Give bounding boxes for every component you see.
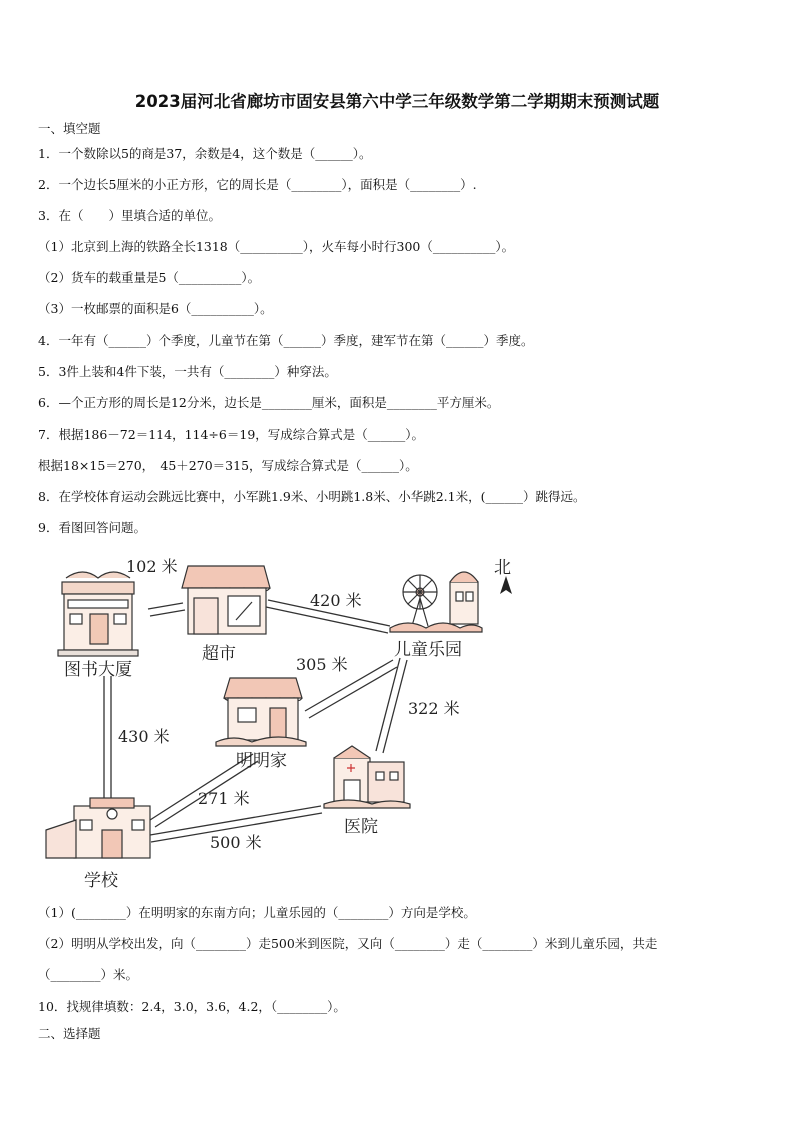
question-9-part-2-continued: （________）米。 <box>38 967 139 982</box>
question-3-part-2: （2）货车的载重量是5（__________）。 <box>38 270 261 285</box>
hospital-label: 医院 <box>344 817 378 837</box>
north-label: 北 <box>494 558 511 578</box>
distance-park-hospital: 322 米 <box>408 699 460 718</box>
question-9-part-2: （2）明明从学校出发，向（________）走500米到医院，又向（________）走（________）米到儿童乐园，共走 <box>38 936 658 951</box>
supermarket-building <box>182 566 270 634</box>
distance-library-school: 430 米 <box>118 727 170 746</box>
section-heading-multiple-choice: 二、选择题 <box>38 1026 101 1041</box>
library-building <box>58 572 138 656</box>
question-3: 3．在（ ）里填合适的单位。 <box>38 208 221 223</box>
distance-library-supermarket: 102 米 <box>126 557 178 576</box>
page-title: 2023届河北省廊坊市固安县第六中学三年级数学第二学期期末预测试题 <box>134 92 660 111</box>
school-label: 学校 <box>84 871 118 891</box>
park-label: 儿童乐园 <box>394 640 462 660</box>
distance-school-minghome: 271 米 <box>198 789 250 808</box>
minghome-building <box>216 678 306 746</box>
question-10: 10．找规律填数：2.4，3.0，3.6，4.2，（________）。 <box>38 999 346 1014</box>
distance-school-hospital: 500 米 <box>210 833 262 852</box>
supermarket-label: 超市 <box>202 644 236 664</box>
north-arrow-icon <box>500 576 512 594</box>
school-building <box>46 798 150 858</box>
section-heading-fill-blank: 一、填空题 <box>38 121 101 136</box>
road-library-supermarket <box>148 603 185 616</box>
question-4: 4．一年有（______）个季度，儿童节在第（______）季度，建军节在第（______）季度。 <box>38 333 534 348</box>
question-9: 9．看图回答问题。 <box>38 520 146 535</box>
question-5: 5．3件上装和4件下装，一共有（________）种穿法。 <box>38 364 337 379</box>
question-9-part-1: （1）(________）在明明家的东南方向；儿童乐园的（________）方向是学校。 <box>38 905 476 920</box>
childrens-park-building <box>390 572 482 632</box>
map-figure <box>38 548 523 893</box>
question-6: 6．—个正方形的周长是12分米，边长是________厘米，面积是________平方厘米。 <box>38 395 500 410</box>
question-3-part-1: （1）北京到上海的铁路全长1318（__________），火车每小时行300（__________）。 <box>38 239 515 254</box>
question-8: 8．在学校体育运动会跳远比赛中，小军跳1.9米、小明跳1.8米、小华跳2.1米，(______）跳得远。 <box>38 489 586 504</box>
distance-supermarket-park: 420 米 <box>310 591 362 610</box>
question-2: 2．一个边长5厘米的小正方形，它的周长是（________），面积是（________）. <box>38 177 477 192</box>
hospital-building <box>324 746 410 808</box>
question-7-part-a: 7．根据186－72＝114，114÷6＝19，写成综合算式是（______）。 <box>38 427 425 442</box>
road-park-hospital <box>376 658 407 753</box>
road-library-school <box>104 676 111 810</box>
distance-minghome-park: 305 米 <box>296 655 348 674</box>
question-3-part-3: （3）一枚邮票的面积是6（__________）。 <box>38 301 273 316</box>
library-label: 图书大厦 <box>64 660 132 680</box>
question-1: 1．一个数除以5的商是37，余数是4，这个数是（______）。 <box>38 146 372 161</box>
minghome-label: 明明家 <box>236 751 287 771</box>
question-7-part-b: 根据18×15＝270， 45＋270＝315，写成综合算式是（______）。 <box>38 458 418 473</box>
